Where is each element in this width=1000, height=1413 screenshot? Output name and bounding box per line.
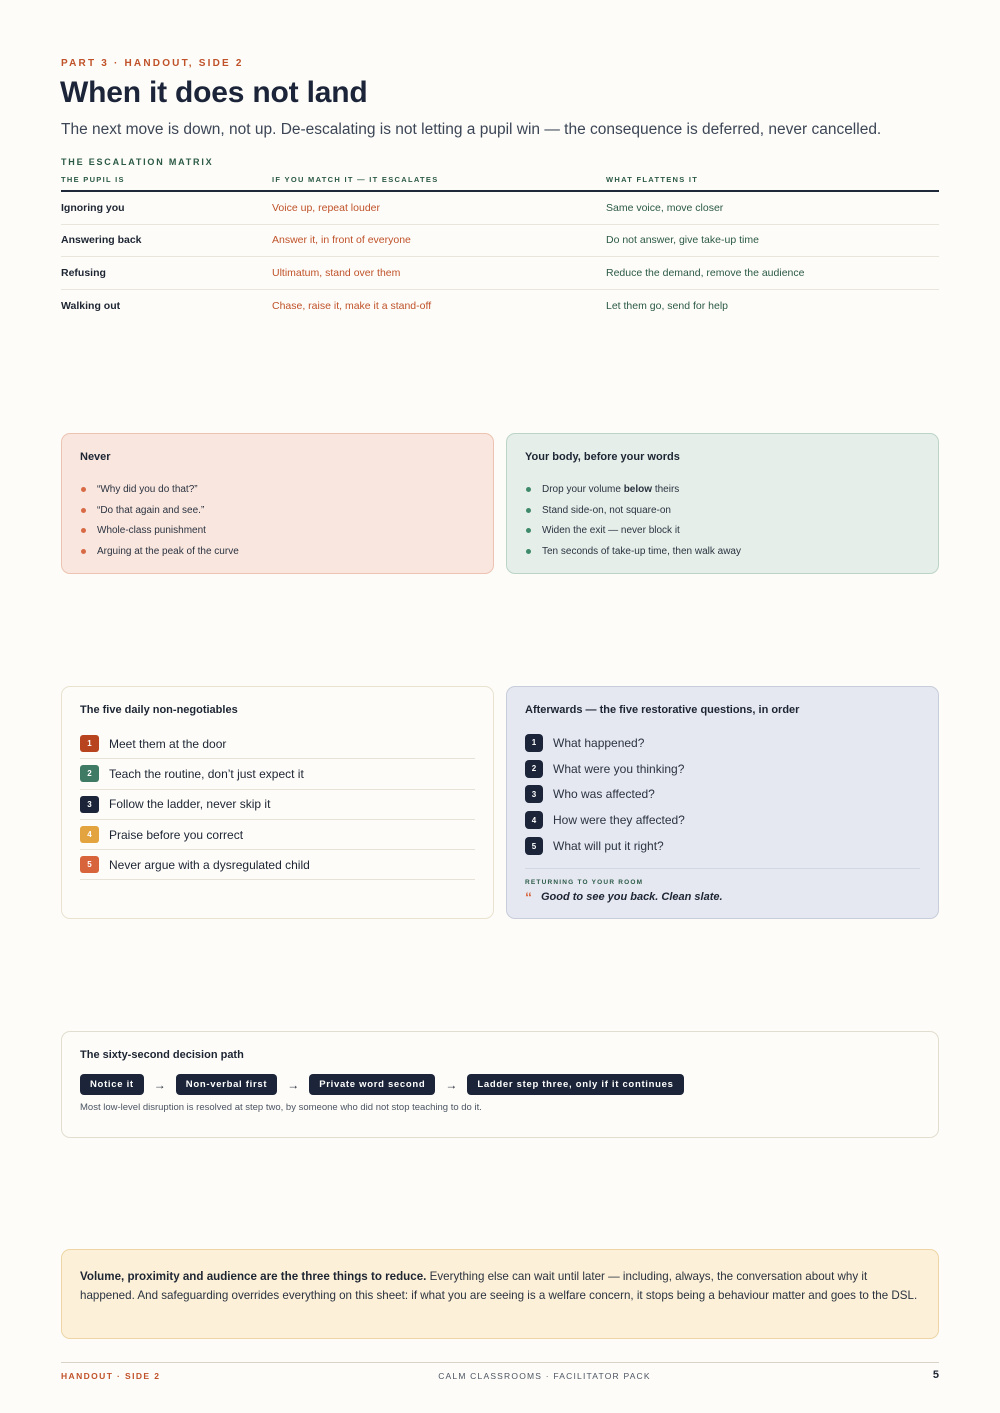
page-number: 5 bbox=[932, 1369, 939, 1381]
bullet-dot-icon bbox=[526, 528, 531, 533]
bullet-dot-icon bbox=[81, 508, 86, 513]
page-subtitle: The next move is down, not up. De-escalating is not letting a pupil win — the consequence is deferred, never cancelled. bbox=[61, 121, 882, 138]
never-item: “Do that again and see.” bbox=[97, 504, 205, 516]
callout-bold: Volume, proximity and audience are the three things to reduce. bbox=[80, 1270, 427, 1283]
pupil-behaviour: Walking out bbox=[61, 299, 121, 312]
list-item bbox=[80, 850, 475, 880]
decision-path-card bbox=[61, 1031, 939, 1138]
matrix-header-pupil: THE PUPIL IS bbox=[61, 175, 125, 184]
list-item bbox=[525, 520, 920, 541]
non-negotiables-card bbox=[61, 686, 494, 919]
path-step: Non-verbal first bbox=[176, 1074, 277, 1095]
never-card bbox=[61, 433, 494, 574]
restorative-list bbox=[525, 730, 920, 859]
number-badge: 2 bbox=[525, 760, 543, 778]
body-item: Widen the exit — never block it bbox=[542, 525, 680, 537]
flattening-response: Do not answer, give take-up time bbox=[606, 234, 759, 247]
footer-left: HANDOUT · SIDE 2 bbox=[61, 1371, 161, 1381]
restorative-questions-card bbox=[506, 686, 939, 919]
footer-divider bbox=[61, 1362, 939, 1363]
number-badge: 1 bbox=[525, 734, 543, 752]
number-badge: 3 bbox=[525, 785, 543, 803]
bullet-dot-icon bbox=[526, 487, 531, 492]
number-badge: 5 bbox=[80, 856, 99, 873]
body-item bbox=[542, 484, 679, 495]
escalation-matrix bbox=[61, 157, 939, 322]
decision-path-note: Most low-level disruption is resolved at step two, by someone who did not stop teaching to do it. bbox=[80, 1102, 482, 1113]
list-item bbox=[525, 756, 920, 782]
non-negotiable-label: Never argue with a dysregulated child bbox=[109, 857, 310, 872]
question-label: What will put it right? bbox=[553, 839, 664, 854]
pupil-behaviour: Answering back bbox=[61, 234, 142, 247]
never-item: “Why did you do that?” bbox=[97, 483, 198, 495]
arrow-right-icon: → bbox=[287, 1077, 300, 1092]
non-negotiable-label: Teach the routine, don’t just expect it bbox=[109, 766, 304, 781]
table-row bbox=[61, 257, 939, 290]
non-negotiable-label: Follow the ladder, never skip it bbox=[109, 797, 271, 812]
question-label: How were they affected? bbox=[553, 813, 685, 828]
decision-path-steps bbox=[80, 1074, 920, 1095]
path-step: Ladder step three, only if it continues bbox=[467, 1074, 683, 1095]
pupil-behaviour: Ignoring you bbox=[61, 201, 125, 214]
never-item: Arguing at the peak of the curve bbox=[97, 545, 239, 557]
matrix-header-flattens: WHAT FLATTENS IT bbox=[606, 175, 699, 184]
flattening-response: Same voice, move closer bbox=[606, 201, 724, 214]
arrow-right-icon: → bbox=[445, 1077, 458, 1092]
number-badge: 1 bbox=[80, 735, 99, 752]
number-badge: 4 bbox=[80, 826, 99, 843]
never-title: Never bbox=[80, 451, 111, 463]
list-item bbox=[525, 541, 920, 562]
matrix-title: THE ESCALATION MATRIX bbox=[61, 157, 214, 167]
footer-center: CALM CLASSROOMS · FACILITATOR PACK bbox=[438, 1371, 651, 1381]
flattening-response: Let them go, send for help bbox=[606, 299, 728, 312]
path-step: Private word second bbox=[309, 1074, 435, 1095]
table-row bbox=[61, 290, 939, 323]
bullet-dot-icon bbox=[81, 528, 86, 533]
escalating-response: Chase, raise it, make it a stand-off bbox=[272, 299, 432, 312]
body-item: Ten seconds of take-up time, then walk away bbox=[542, 545, 741, 557]
decision-path-title: The sixty-second decision path bbox=[80, 1049, 244, 1061]
never-item: Whole-class punishment bbox=[97, 525, 206, 537]
body-card-title: Your body, before your words bbox=[525, 451, 680, 463]
body-before-words-card bbox=[506, 433, 939, 574]
bullet-dot-icon bbox=[526, 508, 531, 513]
arrow-right-icon: → bbox=[153, 1077, 166, 1092]
body-item-text: Drop your volume bbox=[542, 483, 624, 495]
body-item: Stand side-on, not square-on bbox=[542, 504, 671, 516]
list-item bbox=[80, 790, 475, 820]
returning-quote bbox=[525, 890, 920, 904]
number-badge: 5 bbox=[525, 837, 543, 855]
non-negotiables-title: The five daily non-negotiables bbox=[80, 704, 238, 716]
list-item bbox=[525, 807, 920, 833]
section-eyebrow: PART 3 · HANDOUT, SIDE 2 bbox=[61, 58, 244, 69]
returning-label: RETURNING TO YOUR ROOM bbox=[525, 878, 644, 886]
list-item bbox=[80, 479, 475, 500]
quote-text: Good to see you back. Clean slate. bbox=[541, 890, 723, 903]
number-badge: 3 bbox=[80, 796, 99, 813]
matrix-header-escalates: IF YOU MATCH IT — IT ESCALATES bbox=[272, 175, 439, 184]
non-negotiables-list bbox=[80, 729, 475, 880]
list-item bbox=[525, 782, 920, 808]
body-item-text: theirs bbox=[652, 483, 680, 495]
table-row bbox=[61, 192, 939, 225]
list-item bbox=[80, 500, 475, 521]
list-item bbox=[80, 729, 475, 759]
bullet-dot-icon bbox=[81, 549, 86, 554]
number-badge: 2 bbox=[80, 765, 99, 782]
list-item bbox=[525, 833, 920, 859]
page-title: When it does not land bbox=[60, 76, 368, 109]
never-list bbox=[80, 479, 475, 562]
summary-callout bbox=[61, 1249, 939, 1339]
list-item bbox=[80, 520, 475, 541]
number-badge: 4 bbox=[525, 811, 543, 829]
question-label: What were you thinking? bbox=[553, 761, 685, 776]
list-item bbox=[525, 479, 920, 500]
quote-mark-icon: “ bbox=[525, 888, 532, 905]
question-label: What happened? bbox=[553, 735, 645, 750]
bullet-dot-icon bbox=[81, 487, 86, 492]
list-item bbox=[80, 541, 475, 562]
restorative-title: Afterwards — the five restorative questions, in order bbox=[525, 704, 800, 716]
escalating-response: Answer it, in front of everyone bbox=[272, 234, 411, 247]
escalating-response: Voice up, repeat louder bbox=[272, 201, 380, 214]
flattening-response: Reduce the demand, remove the audience bbox=[606, 266, 805, 279]
matrix-header-row bbox=[61, 175, 939, 192]
callout-text bbox=[80, 1267, 920, 1305]
list-item bbox=[80, 820, 475, 850]
bullet-dot-icon bbox=[526, 549, 531, 554]
non-negotiable-label: Meet them at the door bbox=[109, 736, 227, 751]
path-step: Notice it bbox=[80, 1074, 144, 1095]
pupil-behaviour: Refusing bbox=[61, 266, 106, 279]
non-negotiable-label: Praise before you correct bbox=[109, 827, 244, 842]
escalating-response: Ultimatum, stand over them bbox=[272, 266, 401, 279]
body-item-emphasis: below bbox=[623, 483, 653, 495]
list-item bbox=[525, 500, 920, 521]
list-item bbox=[80, 759, 475, 789]
question-label: Who was affected? bbox=[553, 787, 655, 802]
table-row bbox=[61, 225, 939, 258]
body-list bbox=[525, 479, 920, 562]
returning-section bbox=[525, 868, 920, 904]
list-item bbox=[525, 730, 920, 756]
callout-body: Everything else can wait until later — including, always, the conversation about why it happened. And safeguarding overrides everything on this sheet: if what you are seeing is a welfare concern, it stops being a behaviour matter and goes to the DSL. bbox=[80, 1270, 918, 1302]
